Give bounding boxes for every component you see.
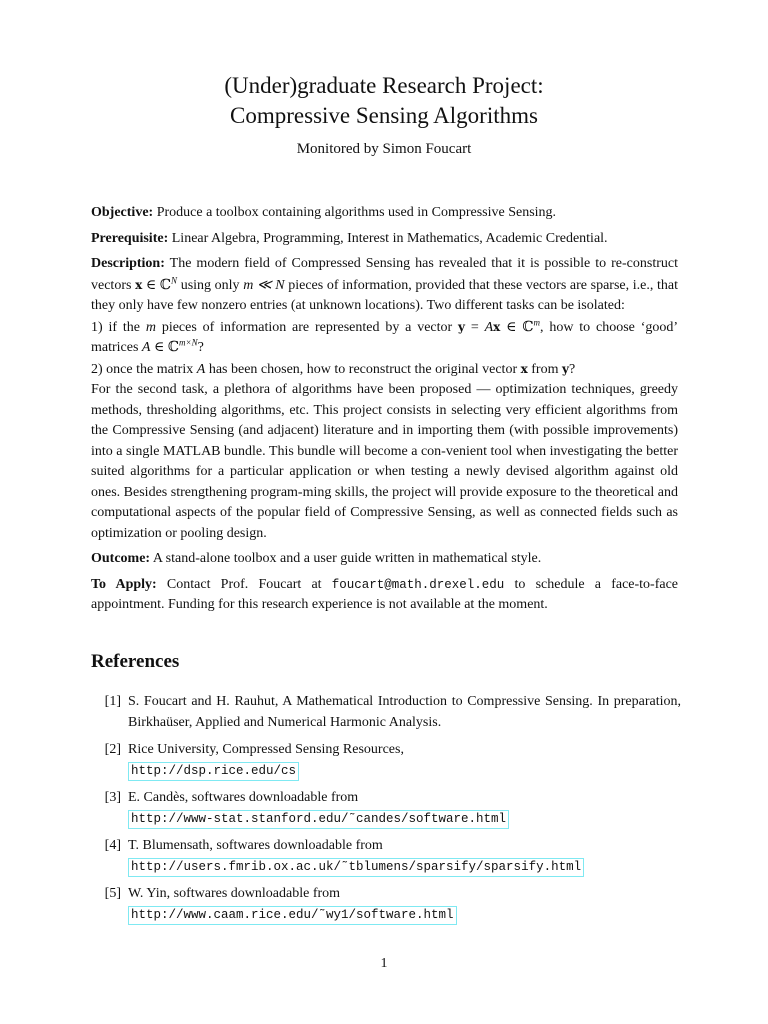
reference-number: [2]: [104, 742, 121, 757]
task2-text-d: ?: [568, 361, 576, 377]
math-in-C: ∈ ℂ: [506, 319, 534, 335]
reference-text: W. Yin, softwares downloadable from: [128, 886, 341, 901]
reference-link[interactable]: http://www.caam.rice.edu/˜wy1/software.html: [128, 906, 457, 925]
outcome-text: A stand-alone toolbox and a user guide written in mathematical style.: [152, 551, 542, 566]
reference-body: [121, 740, 681, 781]
reference-text: S. Foucart and H. Rauhut, A Mathematical Introduction to Compressive Sensing. In preparation, Birkhaüser, Applied and Numerical Harmonic Analysis.: [128, 694, 681, 730]
reference-item: [91, 884, 681, 925]
reference-text: T. Blumensath, softwares downloadable from: [128, 838, 383, 853]
description-label: Description:: [91, 256, 165, 271]
objective-label: Objective:: [91, 205, 154, 220]
reference-number: [5]: [104, 886, 121, 901]
math-m-ll-N: m ≪ N: [243, 277, 285, 293]
reference-number: [3]: [104, 790, 121, 805]
math-matrix-A: A: [141, 340, 151, 355]
reference-text: E. Candès, softwares downloadable from: [128, 790, 359, 805]
reference-body: [121, 788, 681, 829]
reference-text: Rice University, Compressed Sensing Resources,: [128, 742, 404, 757]
math-matrix-A: A: [484, 319, 494, 335]
references-list: [91, 692, 681, 932]
math-vector-x: x: [135, 277, 143, 292]
reference-number: [4]: [104, 838, 121, 853]
outcome-paragraph: [91, 549, 678, 570]
math-sup-m-times-N: m×N: [179, 337, 198, 348]
apply-text-a: Contact Prof. Foucart at: [166, 576, 322, 592]
reference-link[interactable]: http://www-stat.stanford.edu/˜candes/software.html: [128, 810, 509, 829]
apply-paragraph: [91, 575, 678, 616]
reference-body: [121, 884, 681, 925]
math-in-C: ∈ ℂ: [145, 277, 172, 293]
task2-text-c: from: [531, 361, 559, 377]
prerequisite-text: Linear Algebra, Programming, Interest in Mathematics, Academic Credential.: [171, 230, 608, 246]
task2-text-b: has been chosen, how to reconstruct the original vector: [208, 361, 518, 377]
math-vector-y: y: [458, 319, 466, 334]
document-body: [91, 203, 678, 621]
reference-link[interactable]: http://users.fmrib.ox.ac.uk/˜tblumens/sparsify/sparsify.html: [128, 858, 584, 877]
page-number: 1: [380, 956, 388, 971]
description-paragraph: [91, 254, 678, 544]
description-text-1c: pieces of information, provided that these vectors are sparse, i.e., that they only have few nonzero entries (at unknown locations). Two different tasks can be isolated:: [91, 277, 678, 313]
math-matrix-A: A: [196, 361, 206, 377]
math-vector-y: y: [561, 361, 569, 376]
math-sup-N: N: [171, 274, 178, 285]
task2-text-a: 2) once the matrix: [91, 361, 194, 377]
math-m: m: [145, 319, 156, 335]
references-heading: References: [91, 651, 180, 672]
contact-email: foucart@math.drexel.edu: [331, 577, 505, 592]
reference-item: [91, 836, 681, 877]
document-title: [0, 71, 768, 131]
task1-text-c: , how to choose ‘good’ matrices: [91, 319, 679, 355]
task1-text-d: ?: [197, 340, 204, 355]
prerequisite-label: Prerequisite:: [91, 230, 169, 246]
reference-body: [121, 692, 681, 733]
description-paragraph-2: For the second task, a plethora of algorithms have been proposed — optimization techniques, greedy methods, thresholding algorithms, etc. This project consists in selecting very efficient algorithms from the Compressive Sensing (and adjacent) literature and in importing them (with possible improvements) into a single MATLAB bundle. This bundle will become a con-venient tool when investigating the better suited algorithms for a particular application or when testing a newly devised algorithm against old ones. Besides strengthening program-ming skills, the project will provide exposure to the theoretical and computational aspects of the popular field of Compressive Sensing, as well as connected fields such as optimization or pooling design.: [91, 382, 678, 541]
document-subtitle: Monitored by Simon Foucart: [296, 141, 472, 157]
math-vector-x: x: [520, 361, 528, 376]
apply-text-b: to schedule a face-to-face appointment. Funding for this research experience is not available at the moment.: [91, 576, 679, 612]
objective-text: Produce a toolbox containing algorithms used in Compressive Sensing.: [156, 205, 557, 220]
reference-body: [121, 836, 681, 877]
math-equals: =: [470, 319, 479, 335]
math-vector-x: x: [493, 319, 501, 334]
math-in-C: ∈ ℂ: [153, 340, 179, 355]
description-text-1a: The modern field of Compressed Sensing has revealed that it is possible to re-construct vectors: [91, 256, 679, 293]
reference-item: [91, 788, 681, 829]
outcome-label: Outcome:: [91, 551, 151, 566]
reference-item: [91, 692, 681, 733]
description-text-1b: using only: [180, 277, 240, 293]
task1-text-b: pieces of information are represented by a vector: [161, 319, 453, 335]
task1-text-a: 1) if the: [91, 319, 140, 335]
prerequisite-paragraph: [91, 229, 678, 250]
reference-number: [1]: [104, 694, 121, 709]
objective-paragraph: [91, 203, 678, 224]
reference-link[interactable]: http://dsp.rice.edu/cs: [128, 762, 299, 781]
title-line-2: Compressive Sensing Algorithms: [230, 103, 538, 128]
apply-label: To Apply:: [91, 576, 157, 592]
reference-item: [91, 740, 681, 781]
title-line-1: (Under)graduate Research Project:: [224, 73, 544, 98]
math-sup-m: m: [533, 316, 541, 327]
